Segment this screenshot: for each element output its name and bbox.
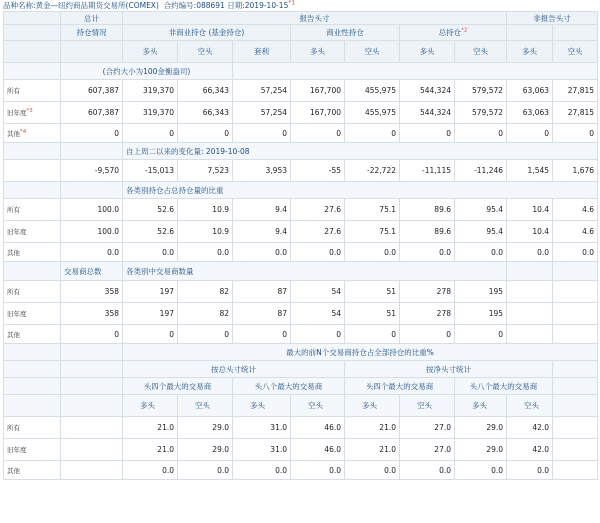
gross-top4: 头四个最大的交易商: [123, 378, 233, 395]
header-row-3: [4, 41, 598, 63]
percent-title-row: [4, 182, 598, 199]
report-date: 2019-10-15: [244, 1, 289, 10]
total-header: 总计: [61, 12, 123, 25]
row-label-old: 旧年度: [4, 221, 61, 243]
commercial-header: 商业性持仓: [291, 25, 400, 41]
col-header-short: 空头: [178, 41, 233, 63]
concentration-row-all: 所有 21.0 29.0 31.0 46.0 21.0 27.0 29.0 42.0: [4, 417, 598, 439]
concentration-title-row: [4, 344, 598, 361]
nonreportable-header: 非报告头寸: [507, 12, 598, 25]
row-label-other: 其他: [4, 461, 61, 480]
net-top8: 头八个最大的交易商: [455, 378, 553, 395]
header-row-2: [4, 25, 598, 41]
positions-row-other: 其他$^{*4}$ 0 0 0 0 0 0 0 0 0 0: [4, 124, 598, 143]
variety-name: 黄金—纽约商品期货交易所(COMEX): [35, 1, 159, 10]
gross-top8: 头八个最大的交易商: [233, 378, 345, 395]
variety-label: 品种名称:: [3, 1, 36, 10]
col-header-long: 多头: [400, 41, 455, 63]
page-header: [0, 0, 600, 11]
percent-row-all: 所有 100.0 52.6 10.9 9.4 27.6 75.1 89.6 95.4 10.4 4.6: [4, 199, 598, 221]
row-label-all: 所有: [4, 417, 61, 439]
net-top4: 头四个最大的交易商: [345, 378, 455, 395]
concentration-row-other: 其他 0.0 0.0 0.0 0.0 0.0 0.0 0.0 0.0: [4, 461, 598, 480]
header-row-1: [4, 12, 598, 25]
row-label-other: 其他: [4, 325, 61, 344]
total-positions-header: 总持仓$^{*2}$: [400, 25, 507, 41]
percent-row-other: 其他 0.0 0.0 0.0 0.0 0.0 0.0 0.0 0.0 0.0 0.0: [4, 243, 598, 262]
row-label-old: 旧年度$^{*3}$: [4, 102, 61, 124]
traders-row-other: 其他 0 0 0 0 0 0 0 0: [4, 325, 598, 344]
percent-row-old: 旧年度 100.0 52.6 10.9 9.4 27.6 75.1 89.6 95.4 10.4 4.6: [4, 221, 598, 243]
col-header-short: 空头: [345, 41, 400, 63]
positions-row-all: 所有 607,387 319,370 66,343 57,254 167,700 455,975 544,324 579,572 63,063 27,815: [4, 80, 598, 102]
date-label: 日期:: [227, 1, 245, 10]
col-header-short: 空头: [455, 41, 507, 63]
traders-row-old: 旧年度 358 197 82 87 54 51 278 195: [4, 303, 598, 325]
row-label-old: 旧年度: [4, 439, 61, 461]
contract-size-note: (合约大小为100金衡盎司): [61, 63, 233, 80]
col-header-long: 多头: [507, 41, 553, 63]
traders-total-label: 交易商总数: [61, 262, 123, 281]
contract-size-row: [4, 63, 598, 80]
change-title-row: [4, 143, 598, 160]
cot-report-table: [3, 11, 598, 480]
footnote-mark: *1: [288, 0, 296, 7]
reportable-header: 报告头寸: [123, 12, 507, 25]
contract-label: 合约编号:: [163, 1, 197, 10]
gross-header: 按总头寸统计: [123, 361, 345, 378]
noncommercial-header: 非商业持仓 (基金持仓): [123, 25, 291, 41]
row-label-other: 其他$^{*4}$: [4, 124, 61, 143]
row-label-other: 其他: [4, 243, 61, 262]
concentration-title: 最大的前N个交易商持仓占全部持仓的比重%: [123, 344, 598, 361]
concentration-size-row: [4, 378, 598, 395]
open-interest-header: 持仓情况: [61, 25, 123, 41]
col-header-long: 多头: [123, 41, 178, 63]
col-header-long: 多头: [291, 41, 345, 63]
row-label-all: 所有: [4, 199, 61, 221]
row-label-all: 所有: [4, 80, 61, 102]
change-title: 自上周二以来的变化量: 2019-10-08: [123, 143, 598, 160]
traders-row-all: 所有 358 197 82 87 54 51 278 195: [4, 281, 598, 303]
col-header-spread: 套利: [233, 41, 291, 63]
contract-number: 088691: [196, 1, 225, 10]
traders-title-row: [4, 262, 598, 281]
net-header: 按净头寸统计: [345, 361, 553, 378]
percent-title: 各类别持仓占总持仓量的比重: [123, 182, 598, 199]
row-label-all: 所有: [4, 281, 61, 303]
row-label-old: 旧年度: [4, 303, 61, 325]
concentration-ls-row: 多头 空头 多头 空头 多头 空头 多头 空头: [4, 395, 598, 417]
traders-title: 各类别中交易商数量: [123, 262, 507, 281]
concentration-row-old: 旧年度 21.0 29.0 31.0 46.0 21.0 27.0 29.0 42.0: [4, 439, 598, 461]
concentration-group-row: [4, 361, 598, 378]
col-header-short: 空头: [553, 41, 598, 63]
positions-row-old: 旧年度$^{*3}$ 607,387 319,370 66,343 57,254 167,700 455,975 544,324 579,572 63,063 27,815: [4, 102, 598, 124]
change-row: -9,570 -15,013 7,523 3,953 -55 -22,722 -11,115 -11,246 1,545 1,676: [4, 160, 598, 182]
